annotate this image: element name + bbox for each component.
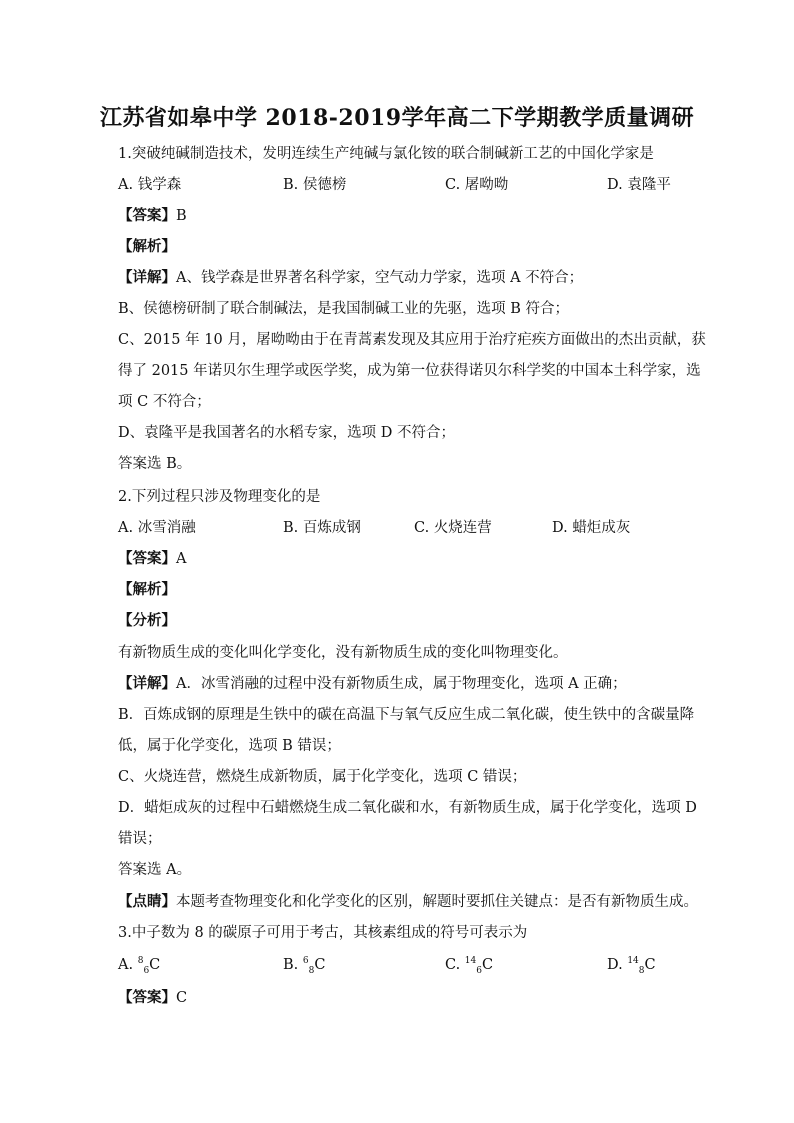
q2-analysis-tag: 【解析】 bbox=[118, 581, 176, 598]
question-1-text: 1.突破纯碱制造技术，发明连续生产纯碱与氯化铵的联合制碱新工艺的中国化学家是 bbox=[118, 146, 654, 162]
document-title: 江苏省如皋中学 2018-2019学年高二下学期教学质量调研 bbox=[99, 105, 695, 131]
q2-option-b: B. 百炼成钢 bbox=[283, 520, 361, 536]
q1-option-c: C. 屠呦呦 bbox=[445, 177, 509, 193]
detail-text: A、钱学森是世界著名科学家，空气动力学家，选项 A 不符合； bbox=[176, 270, 584, 286]
q3-option-a bbox=[118, 955, 160, 975]
q1-option-d: D. 袁隆平 bbox=[607, 177, 671, 193]
q2-detail-d-line2: 错误； bbox=[118, 831, 162, 847]
q2-detail-b-line2: 低，属于化学变化，选项 B 错误； bbox=[118, 738, 341, 754]
detail-tag: 【详解】 bbox=[118, 675, 176, 692]
answer-tag: 【答案】 bbox=[118, 550, 176, 567]
q2-option-a: A. 冰雪消融 bbox=[118, 520, 196, 536]
atomic-number: 8 bbox=[638, 965, 645, 976]
option-prefix: C. bbox=[445, 957, 465, 973]
q1-detail-a bbox=[118, 268, 583, 288]
element-symbol: C bbox=[149, 957, 161, 973]
answer-value: C bbox=[176, 990, 188, 1006]
element-symbol: C bbox=[644, 957, 656, 973]
answer-tag: 【答案】 bbox=[118, 207, 176, 224]
option-prefix: B. bbox=[283, 957, 303, 973]
q2-answer bbox=[118, 549, 186, 569]
q2-fenxi-text: 有新物质生成的变化叫化学变化，没有新物质生成的变化叫物理变化。 bbox=[118, 645, 568, 661]
q1-detail-c-line1: C、2015 年 10 月，屠呦呦由于在青蒿素发现及其应用于治疗疟疾方面做出的杰出贡献，获 bbox=[118, 332, 706, 348]
mass-number: 8 bbox=[137, 956, 144, 967]
mass-number: 6 bbox=[302, 956, 309, 967]
answer-tag: 【答案】 bbox=[118, 989, 176, 1006]
mass-number: 14 bbox=[464, 956, 477, 967]
question-2-text: 2.下列过程只涉及物理变化的是 bbox=[118, 489, 321, 505]
detail-text: A．冰雪消融的过程中没有新物质生成，属于物理变化，选项 A 正确； bbox=[176, 676, 627, 692]
atomic-number: 6 bbox=[143, 965, 150, 976]
q2-detail-a bbox=[118, 674, 627, 694]
answer-value: B bbox=[176, 208, 187, 224]
option-prefix: D. bbox=[607, 957, 628, 973]
q1-detail-c-line2: 得了 2015 年诺贝尔生理学或医学奖，成为第一位获得诺贝尔科学奖的中国本土科学家，选 bbox=[118, 363, 701, 379]
q2-detail-c: C、火烧连营，燃烧生成新物质，属于化学变化，选项 C 错误； bbox=[118, 769, 527, 785]
q1-analysis-tag: 【解析】 bbox=[118, 238, 176, 255]
element-symbol: C bbox=[314, 957, 326, 973]
q1-answer bbox=[118, 206, 187, 226]
dianjing-text: 本题考查物理变化和化学变化的区别，解题时要抓住关键点：是否有新物质生成。 bbox=[176, 894, 698, 910]
q1-option-b: B. 侯德榜 bbox=[283, 177, 347, 193]
question-3-text: 3.中子数为 8 的碳原子可用于考古，其核素组成的符号可表示为 bbox=[118, 925, 528, 941]
q3-option-b bbox=[283, 955, 325, 975]
answer-value: A bbox=[176, 551, 187, 567]
q2-fenxi-tag: 【分析】 bbox=[118, 612, 176, 629]
q3-option-c bbox=[445, 955, 493, 975]
q2-conclusion: 答案选 A。 bbox=[118, 862, 192, 878]
q2-option-d: D. 蜡炬成灰 bbox=[552, 520, 631, 536]
option-prefix: A. bbox=[118, 957, 138, 973]
mass-number: 14 bbox=[627, 956, 639, 967]
element-symbol: C bbox=[481, 957, 494, 973]
q2-option-c: C. 火烧连营 bbox=[414, 520, 492, 536]
q1-detail-b: B、侯德榜研制了联合制碱法，是我国制碱工业的先驱，选项 B 符合； bbox=[118, 301, 570, 317]
detail-tag: 【详解】 bbox=[118, 269, 176, 286]
q1-conclusion: 答案选 B。 bbox=[118, 456, 192, 472]
q3-option-d bbox=[607, 955, 656, 975]
q1-detail-c-line3: 项 C 不符合； bbox=[118, 394, 211, 410]
q1-option-a: A. 钱学森 bbox=[118, 177, 182, 193]
q2-dianjing bbox=[118, 892, 698, 912]
atomic-number: 8 bbox=[308, 965, 315, 976]
q3-answer bbox=[118, 988, 187, 1008]
q2-detail-d-line1: D．蜡炬成灰的过程中石蜡燃烧生成二氧化碳和水，有新物质生成，属于化学变化，选项 D bbox=[118, 800, 697, 816]
atomic-number: 6 bbox=[476, 965, 482, 976]
dianjing-tag: 【点睛】 bbox=[118, 893, 176, 910]
q1-detail-d: D、袁隆平是我国著名的水稻专家，选项 D 不符合； bbox=[118, 425, 455, 441]
q2-detail-b-line1: B．百炼成钢的原理是生铁中的碳在高温下与氧气反应生成二氧化碳，使生铁中的含碳量降 bbox=[118, 707, 695, 723]
